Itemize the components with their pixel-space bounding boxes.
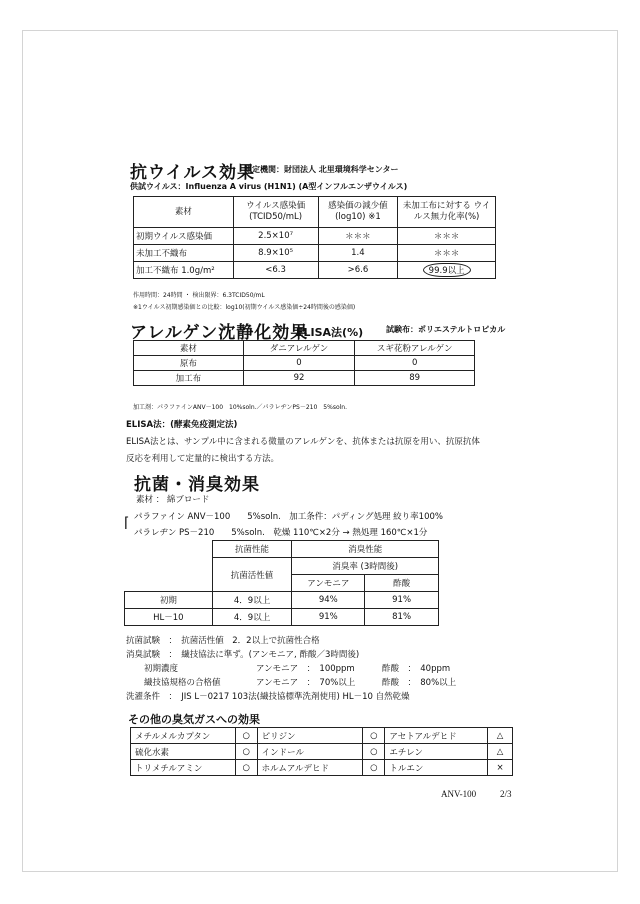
table-cell: <6.3 <box>233 262 318 279</box>
table-cell: 2.5×10⁷ <box>233 228 318 245</box>
table-cell: 94% <box>292 592 365 609</box>
table-cell: 81% <box>365 609 439 626</box>
highlight-circle: 99.9以上 <box>423 263 471 277</box>
table-cell: ピリジン <box>257 728 363 744</box>
table-cell: 0 <box>243 356 355 371</box>
table-cell: 加工不織布 1.0g/m² <box>134 262 234 279</box>
antiviral-title: 抗ウイルス効果 <box>130 163 255 183</box>
header-cell: ダニアレルゲン <box>243 341 355 356</box>
table-cell: トリメチルアミン <box>131 760 236 776</box>
table-row <box>134 228 496 245</box>
antiviral-note-2: ※1ウイルス初期感染価との比較：log10(初期ウイルス感染価÷24時間後の感染価) <box>133 304 356 311</box>
table-cell: 初期 <box>125 592 213 609</box>
rating-cell: ○ <box>363 744 385 760</box>
table-cell: >6.6 <box>318 262 398 279</box>
antibacterial-agent-2: パラレヂン PS－210 5%soln. 乾燥 110℃×2分 → 熱処理 160℃×1分 <box>134 528 428 538</box>
antibacterial-test-3-acetic: 酢酸 ： 40ppm <box>382 664 451 674</box>
antiviral-institution: 測定機関：財団法人 北里環境科学センター <box>244 165 399 174</box>
header-cell: アンモニア <box>292 575 365 592</box>
rating-cell: △ <box>488 728 513 744</box>
table-cell: 4．9以上 <box>212 609 292 626</box>
header-cell: 未加工布に対する ウイルス無力化率(%) <box>398 197 496 228</box>
table-cell: アセトアルデヒド <box>385 728 488 744</box>
table-cell: 91% <box>365 592 439 609</box>
table-cell: ＊＊＊ <box>398 245 496 262</box>
header-cell: 抗菌活性値 <box>212 558 292 592</box>
elisa-title: ELISA法：(酵素免疫測定法) <box>126 420 238 430</box>
rating-cell: ○ <box>235 744 257 760</box>
table-cell: 加工布 <box>134 371 244 386</box>
header-cell: 消臭性能 <box>292 541 439 558</box>
rating-cell: ○ <box>235 760 257 776</box>
table-cell: トルエン <box>385 760 488 776</box>
table-cell: 4．9以上 <box>212 592 292 609</box>
allergen-table <box>133 340 475 386</box>
table-cell: 原布 <box>134 356 244 371</box>
rating-cell: ○ <box>363 728 385 744</box>
table-row <box>134 262 496 279</box>
table-cell: 91% <box>292 609 365 626</box>
table-cell: 初期ウイルス感染価 <box>134 228 234 245</box>
header-cell: 消臭率 (3時間後) <box>292 558 439 575</box>
odor-title: その他の臭気ガスへの効果 <box>128 713 260 726</box>
bracket-icon: ⌈ <box>124 515 130 531</box>
table-row <box>134 245 496 262</box>
table-cell: ホルムアルデヒド <box>257 760 363 776</box>
table-cell: HL－10 <box>125 609 213 626</box>
rating-cell: ○ <box>363 760 385 776</box>
page-number: 2/3 <box>500 789 512 799</box>
antibacterial-test-2: 消臭試験 ： 繊技協法に準ず。(アンモニア, 酢酸／3時間後) <box>126 650 360 660</box>
rating-cell: × <box>488 760 513 776</box>
table-cell: ＊＊＊ <box>398 228 496 245</box>
table-header-row <box>134 341 475 356</box>
antiviral-table <box>133 196 496 279</box>
antibacterial-test-4-ammonia: アンモニア ： 70%以上 <box>256 678 356 688</box>
antibacterial-agent-1: パラファイン ANV－100 5%soln. 加工条件：パディング処理 絞り率100% <box>134 512 443 522</box>
table-row <box>131 744 513 760</box>
header-cell: ウイルス感染価 (TCID50/mL) <box>233 197 318 228</box>
rating-cell: △ <box>488 744 513 760</box>
doc-id: ANV-100 <box>441 789 477 799</box>
table-header-row <box>125 541 439 558</box>
antiviral-virus: 供試ウイルス：Influenza A virus (H1N1) (A型インフルエンザウイルス) <box>130 182 408 191</box>
odor-table <box>130 727 513 776</box>
header-cell: 素材 <box>134 197 234 228</box>
corner-cell <box>125 541 213 592</box>
allergen-material: 試験布：ポリエステルトロピカル <box>386 325 506 334</box>
antibacterial-test-1: 抗菌試験 ： 抗菌活性値 2．2以上で抗菌性合格 <box>126 636 320 646</box>
table-row <box>134 356 475 371</box>
table-cell: インドール <box>257 744 363 760</box>
antibacterial-material: 素材 ： 綿ブロード <box>136 495 210 505</box>
table-cell: 92 <box>243 371 355 386</box>
elisa-description-2: 反応を利用して定量的に検出する方法。 <box>126 454 280 464</box>
table-header-row <box>134 197 496 228</box>
antibacterial-table <box>124 540 439 626</box>
table-cell <box>398 262 496 279</box>
header-cell: 素材 <box>134 341 244 356</box>
antibacterial-title: 抗菌・消臭効果 <box>134 475 260 495</box>
table-cell: 8.9×10⁵ <box>233 245 318 262</box>
rating-cell: ○ <box>235 728 257 744</box>
table-cell: 89 <box>355 371 475 386</box>
allergen-method: ELISA法(%) <box>296 326 364 339</box>
table-row <box>131 728 513 744</box>
table-row <box>131 760 513 776</box>
header-cell: 酢酸 <box>365 575 439 592</box>
antibacterial-test-3-label: 初期濃度 <box>144 664 179 674</box>
antiviral-note-1: 作用時間：24時間 ・ 検出限界：6.3TCID50/mL <box>133 292 265 299</box>
table-cell: ＊＊＊ <box>318 228 398 245</box>
allergen-title: アレルゲン沈静化効果 <box>130 323 309 343</box>
table-cell: 0 <box>355 356 475 371</box>
table-cell: エチレン <box>385 744 488 760</box>
table-cell: 1.4 <box>318 245 398 262</box>
antibacterial-test-3-ammonia: アンモニア ： 100ppm <box>256 664 355 674</box>
table-cell: メチルメルカプタン <box>131 728 236 744</box>
antibacterial-test-4-label: 繊技協規格の合格値 <box>144 678 221 688</box>
elisa-description-1: ELISA法とは、サンプル中に含まれる微量のアレルゲンを、抗体または抗原を用い、抗原抗体 <box>126 437 480 447</box>
table-cell: 未加工不織布 <box>134 245 234 262</box>
allergen-agent: 加工剤：パラファインANV－100 10%soln.／パラレヂンPS－210 5%soln. <box>133 404 347 411</box>
table-row <box>125 609 439 626</box>
table-row <box>134 371 475 386</box>
table-row <box>125 592 439 609</box>
header-cell: 抗菌性能 <box>212 541 292 558</box>
header-cell: 感染価の減少値 (log10) ※1 <box>318 197 398 228</box>
antibacterial-test-4-acetic: 酢酸 ： 80%以上 <box>382 678 457 688</box>
header-cell: スギ花粉アレルゲン <box>355 341 475 356</box>
antibacterial-test-5: 洗濯条件 ： JIS L－0217 103法(繊技協標準洗剤使用) HL－10 自然乾燥 <box>126 692 410 702</box>
table-cell: 硫化水素 <box>131 744 236 760</box>
